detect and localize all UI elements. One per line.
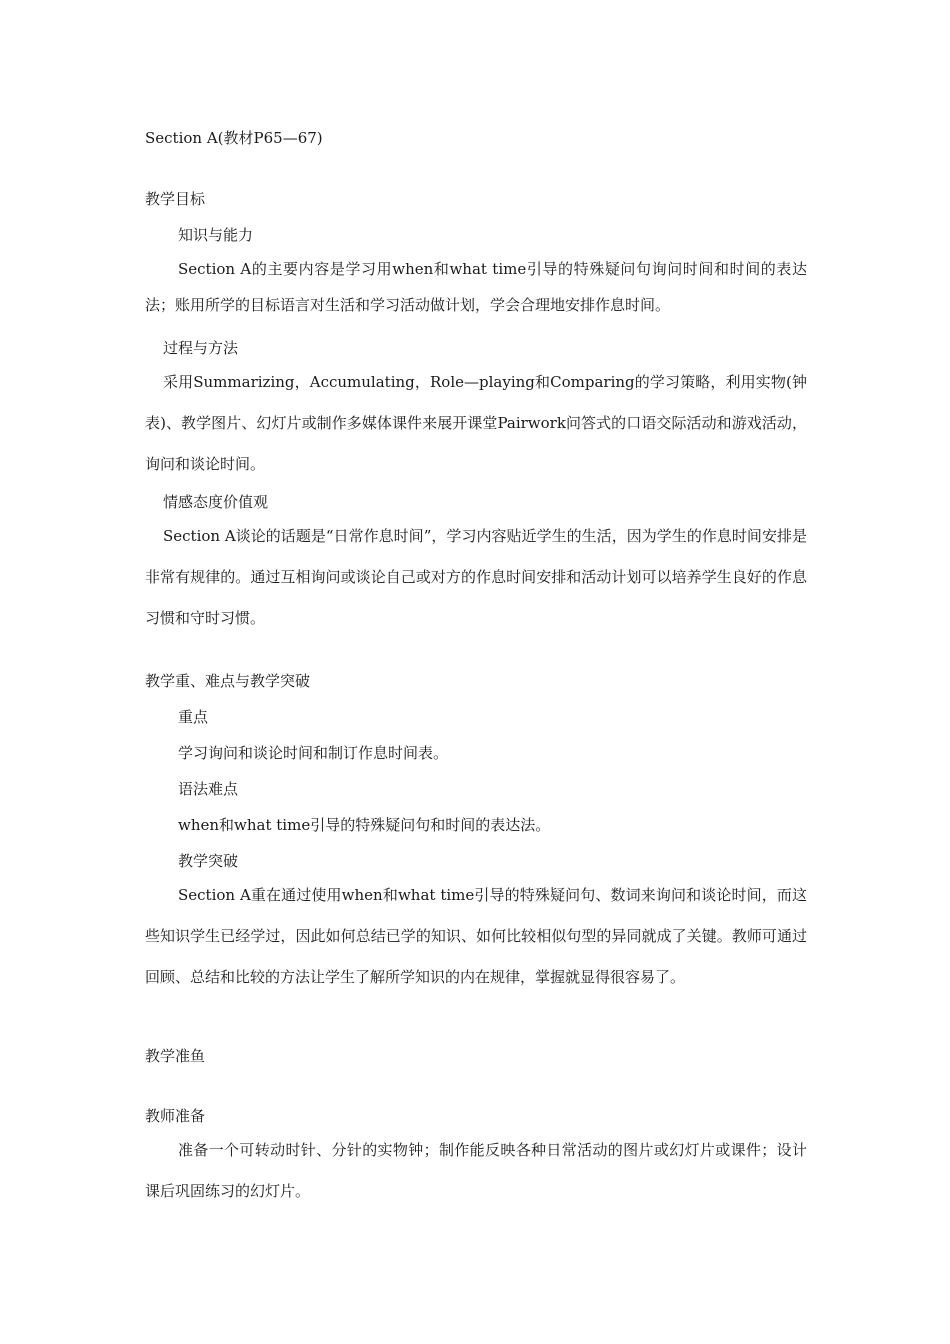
grammar-heading: 语法难点: [178, 780, 239, 798]
section-title: Section A(教材P65—67): [145, 129, 323, 147]
teacher-prep-heading: 教师准备: [145, 1107, 206, 1125]
knowledge-heading: 知识与能力: [178, 226, 254, 244]
emotion-heading: 情感态度价值观: [163, 493, 269, 511]
teacher-prep-paragraph: 准备一个可转动时针、分针的实物钟；制作能反映各种日常活动的图片或幻灯片或课件；设计课后巩固练习的幻灯片。: [145, 1141, 807, 1200]
emotion-paragraph: Section A谈论的话题是“日常作息时间”，学习内容贴近学生的生活，因为学生的作息时间安排是非常有规律的。通过互相询问或谈论自己或对方的作息时间安排和活动计划可以培养学生良好的作息习惯和守时习惯。: [145, 527, 807, 627]
grammar-text: when和what time引导的特殊疑问句和时间的表达法。: [178, 816, 551, 834]
focus-heading: 重点: [178, 708, 209, 726]
prep-heading: 教学准鱼: [145, 1047, 206, 1065]
focus-text: 学习询问和谈论时间和制订作息时间表。: [178, 744, 449, 762]
process-heading: 过程与方法: [163, 339, 239, 357]
knowledge-paragraph: Section A的主要内容是学习用when和what time引导的特殊疑问句询问时间和时间的表达法；账用所学的目标语言对生活和学习活动做计划，学会合理地安排作息时间。: [145, 260, 807, 314]
key-points-heading: 教学重、难点与教学突破: [145, 672, 311, 690]
goals-heading: 教学目标: [145, 190, 206, 208]
breakthrough-heading: 教学突破: [178, 852, 239, 870]
process-paragraph: 采用Summarizing，Accumulating，Role—playing和Comparing的学习策略，利用实物(钟表)、教学图片、幻灯片或制作多媒体课件来展开课堂Pairwork问答式的口语交际活动和游戏活动，询问和谈论时间。: [145, 373, 807, 473]
breakthrough-paragraph: Section A重在通过使用when和what time引导的特殊疑问句、数词来询问和谈论时间，而这些知识学生已经学过，因此如何总结已学的知识、如何比较相似句型的异同就成了关键。教师可通过回顾、总结和比较的方法让学生了解所学知识的内在规律，掌握就显得很容易了。: [145, 886, 807, 986]
